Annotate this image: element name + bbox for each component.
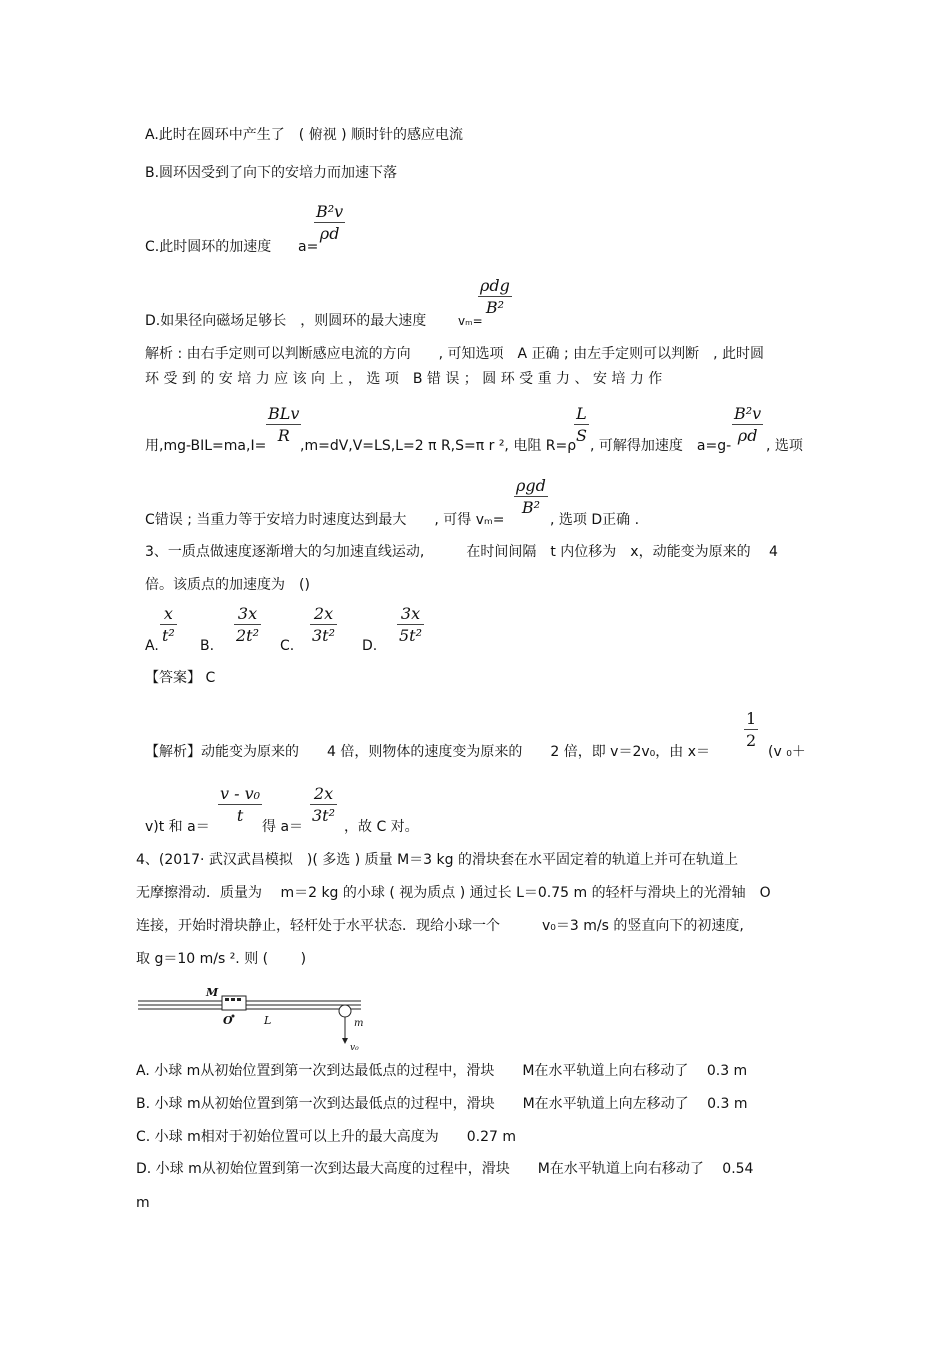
slider-detail — [225, 998, 229, 1001]
fraction-denominator: R — [277, 426, 290, 445]
fraction-denominator: B² — [485, 298, 505, 317]
fraction-denominator: 2 — [746, 731, 757, 750]
q2-explanation-line4b: , 选项 D正确 . — [550, 512, 640, 528]
q3-explanation-line1-tail: (v ₀＋ — [768, 744, 806, 760]
q3-explanation-line2b: 得 a＝ — [262, 819, 304, 835]
fraction-numerator: v - v₀ — [220, 784, 261, 803]
label-v0: v₀ — [350, 1043, 359, 1053]
q3-explanation-line2c: ，故 C 对。 — [344, 819, 419, 835]
fraction-denominator: B² — [521, 498, 541, 517]
fraction-numerator: 2x — [313, 784, 334, 803]
fraction-denominator: 2t² — [236, 626, 260, 645]
q4-option-c: C. 小球 m相对于初始位置可以上升的最大高度为 0.27 m — [136, 1129, 517, 1145]
fraction-numerator: BLv — [268, 404, 300, 423]
q3-option-a-fraction — [160, 604, 177, 645]
q3-explanation-fraction-b — [310, 784, 337, 825]
q3-option-b-label: B. — [200, 638, 215, 654]
fraction-numerator: 3x — [237, 604, 258, 623]
q2-explanation-fraction-2 — [574, 404, 589, 445]
q3-stem-line1: 3、一质点做速度逐渐增大的匀加速直线运动, 在时间间隔 t 内位移为 x，动能变为原来的 4 — [145, 544, 778, 560]
q3-option-d-fraction — [397, 604, 424, 645]
q3-explanation-line1: 【解析】动能变为原来的 4 倍，则物体的速度变为原来的 2 倍，即 v＝2v₀，由 x＝ — [145, 744, 710, 760]
q4-option-b: B. 小球 m从初始位置到第一次到达最低点的过程中，滑块 M在水平轨道上向左移动了 0.3 m — [136, 1096, 748, 1112]
q2-option-d-lhs: vₘ= — [458, 314, 483, 328]
q4-stem-line3: 连接，开始时滑块静止，轻杆处于水平状态．现给小球一个 v₀＝3 m/s 的竖直向下的初速度, — [136, 918, 744, 934]
fraction-denominator: t — [236, 806, 244, 825]
q2-option-c-lhs: a= — [298, 239, 319, 255]
q3-option-c-fraction — [310, 604, 337, 645]
q2-option-a: A.此时在圆环中产生了 ( 俯视 ) 顺时针的感应电流 — [145, 127, 464, 143]
fraction-denominator: S — [576, 426, 587, 445]
label-o: O — [223, 1014, 233, 1027]
q2-explanation-fraction-4 — [514, 476, 548, 517]
q3-option-c-label: C. — [280, 638, 295, 654]
fraction-denominator: ρd — [319, 224, 340, 243]
fraction-numerator: 3x — [400, 604, 421, 623]
q3-explanation-half-fraction — [744, 709, 758, 750]
fraction-denominator: ρd — [737, 426, 758, 445]
fraction-denominator: 3t² — [312, 626, 336, 645]
q2-option-d: D.如果径向磁场足够长 ，则圆环的最大速度 — [145, 313, 427, 329]
label-l: L — [264, 1014, 272, 1027]
q4-option-a: A. 小球 m从初始位置到第一次到达最低点的过程中，滑块 M在水平轨道上向右移动了 0.3 m — [136, 1063, 748, 1079]
q4-stem-line4: 取 g＝10 m/s ². 则 ( ) — [136, 951, 307, 967]
q3-option-b-fraction — [234, 604, 261, 645]
q2-explanation-line1: 解析 : 由右手定则可以判断感应电流的方向 , 可知选项 A 正确 ; 由左手定则可以判断 , 此时圆 — [145, 346, 765, 362]
ball-m — [339, 1005, 351, 1017]
fraction-denominator: 3t² — [312, 806, 336, 825]
q4-option-d-continued: m — [136, 1195, 150, 1211]
label-m-slider: M — [206, 986, 219, 999]
fraction-numerator: L — [576, 404, 587, 423]
q4-slider-rod-diagram — [136, 984, 376, 1054]
slider-detail — [231, 998, 235, 1001]
q2-explanation-line3a: 用,mg-BIL=ma,I= — [145, 438, 267, 454]
q4-option-d: D. 小球 m从初始位置到第一次到达最大高度的过程中，滑块 M在水平轨道上向右移动了 0.54 — [136, 1161, 754, 1177]
fraction-numerator: ρgd — [516, 476, 546, 495]
q3-explanation-fraction-a — [218, 784, 262, 825]
q2-explanation-line3d: , 选项 — [766, 438, 803, 454]
fraction-numerator: 1 — [746, 709, 757, 728]
q2-explanation-fraction-3 — [732, 404, 763, 445]
fraction-denominator: t² — [162, 626, 175, 645]
q2-explanation-line3b: ,m=dV,V=LS,L=2 π R,S=π r ², 电阻 R=ρ — [300, 438, 577, 454]
q3-stem-line2: 倍。该质点的加速度为 () — [145, 577, 310, 593]
fraction-denominator: 5t² — [399, 626, 423, 645]
fraction-numerator: B²v — [734, 404, 762, 423]
q3-explanation-line2a: v)t 和 a＝ — [145, 819, 210, 835]
fraction-numerator: ρdg — [480, 276, 510, 295]
q2-option-b: B.圆环因受到了向下的安培力而加速下落 — [145, 165, 398, 181]
q2-option-d-fraction — [478, 276, 512, 317]
fraction-numerator: x — [163, 604, 173, 623]
q2-explanation-line4a: C错误 ; 当重力等于安培力时速度达到最大 , 可得 vₘ= — [145, 512, 505, 528]
slider-detail — [237, 998, 241, 1001]
fraction-numerator: 2x — [313, 604, 334, 623]
q4-stem-line2: 无摩擦滑动．质量为 m＝2 kg 的小球 ( 视为质点 ) 通过长 L＝0.75 m 的轻杆与滑块上的光滑轴 O — [136, 885, 771, 901]
q3-option-d-label: D. — [362, 638, 378, 654]
fraction-numerator: B²v — [316, 202, 344, 221]
q2-option-c: C.此时圆环的加速度 — [145, 239, 272, 255]
q4-stem-line1: 4、(2017· 武汉武昌模拟 )( 多选 ) 质量 M＝3 kg 的滑块套在水平固定着的轨道上并可在轨道上 — [136, 852, 738, 868]
velocity-arrowhead — [342, 1038, 348, 1044]
q3-option-a-label: A. — [145, 638, 159, 654]
q2-explanation-fraction-1 — [266, 404, 301, 445]
q2-option-c-fraction — [314, 202, 345, 243]
q2-explanation-line3c: , 可解得加速度 a=g- — [590, 438, 732, 454]
q2-explanation-line2: 环 受 到 的 安 培 力 应 该 向 上 ， 选 项 B 错 误 ； 圆 环 受 重 力 、 安 培 力 作 — [145, 371, 663, 387]
q3-answer: 【答案】 C — [145, 670, 216, 686]
label-m-ball: m — [354, 1018, 364, 1029]
